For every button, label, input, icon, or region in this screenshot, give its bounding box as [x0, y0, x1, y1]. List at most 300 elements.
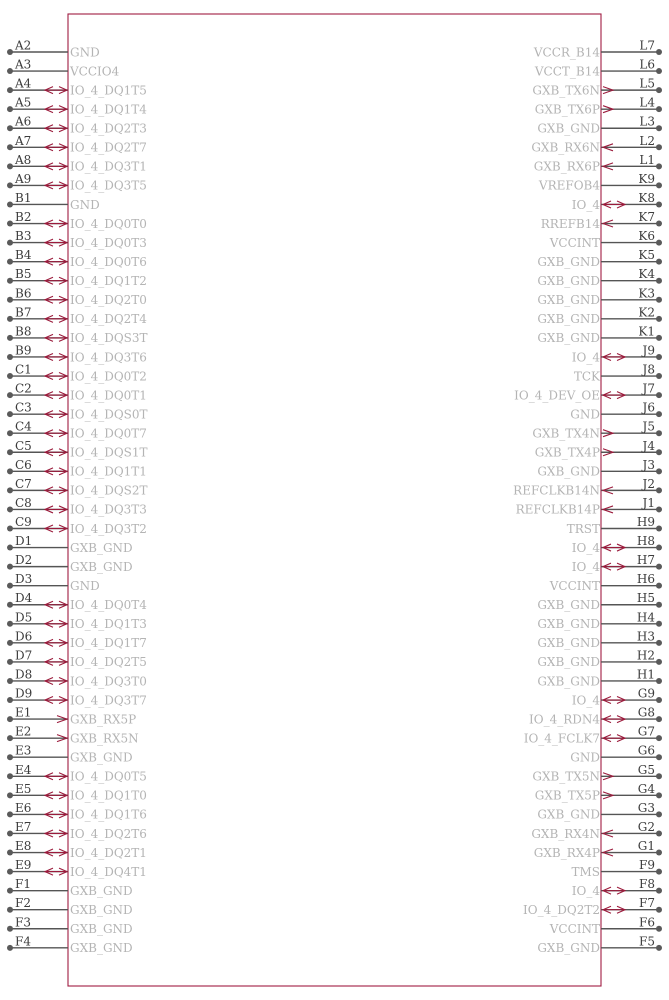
- pin-A6[interactable]: [7, 115, 147, 136]
- pin-C6[interactable]: [7, 458, 147, 479]
- pin-K5[interactable]: [537, 248, 662, 269]
- pin-label: GXB_RX6P: [533, 159, 600, 174]
- pin-label: GXB_GND: [537, 807, 600, 822]
- pin-endpoint-dot[interactable]: [7, 144, 13, 150]
- pin-B9[interactable]: [7, 343, 147, 364]
- pin-endpoint-dot[interactable]: [656, 697, 662, 703]
- pin-endpoint-dot[interactable]: [7, 354, 13, 360]
- pin-endpoint-dot[interactable]: [656, 888, 662, 894]
- pin-number: F6: [639, 915, 655, 930]
- pin-label: IO_4_RDN4: [528, 712, 600, 727]
- pin-label: REFCLKB14P: [515, 502, 600, 517]
- pin-label: TRST: [566, 521, 600, 536]
- pin-label: GXB_GND: [537, 674, 600, 689]
- pin-L5[interactable]: [532, 77, 662, 98]
- pin-J8[interactable]: [574, 363, 662, 384]
- pin-endpoint-dot[interactable]: [656, 792, 662, 798]
- pin-H8[interactable]: [572, 534, 662, 555]
- pin-endpoint-dot[interactable]: [656, 430, 662, 436]
- pin-number: D3: [15, 572, 33, 587]
- pin-endpoint-dot[interactable]: [7, 869, 13, 875]
- pin-E5[interactable]: [7, 782, 147, 803]
- pin-endpoint-dot[interactable]: [7, 297, 13, 303]
- pin-D5[interactable]: [7, 610, 147, 631]
- pin-G5[interactable]: [532, 763, 662, 784]
- pin-B5[interactable]: [7, 267, 147, 288]
- pin-label: GXB_GND: [537, 331, 600, 346]
- pin-F9[interactable]: [571, 858, 662, 879]
- pin-endpoint-dot[interactable]: [656, 621, 662, 627]
- pin-L2[interactable]: [531, 134, 662, 155]
- right-pin-group: [513, 39, 662, 956]
- pin-label: IO_4_DQ3T1: [70, 159, 147, 174]
- pin-label: REFCLKB14N: [513, 483, 600, 498]
- pin-label: IO_4_DQ2T7: [70, 140, 147, 155]
- pin-endpoint-dot[interactable]: [7, 49, 13, 55]
- pin-number: G3: [637, 800, 655, 815]
- pin-number: K5: [638, 248, 655, 263]
- pin-B2[interactable]: [7, 210, 147, 231]
- pin-number: E2: [15, 724, 32, 739]
- pin-number: D7: [15, 648, 33, 663]
- pin-F6[interactable]: [549, 915, 662, 936]
- pin-endpoint-dot[interactable]: [7, 182, 13, 188]
- pin-H2[interactable]: [537, 648, 662, 669]
- pin-endpoint-dot[interactable]: [7, 792, 13, 798]
- pin-J4[interactable]: [535, 439, 662, 460]
- pin-L3[interactable]: [537, 115, 662, 136]
- pin-endpoint-dot[interactable]: [7, 716, 13, 722]
- pin-endpoint-dot[interactable]: [7, 602, 13, 608]
- pin-number: J7: [642, 381, 655, 396]
- pin-number: D6: [15, 629, 33, 644]
- pin-J2[interactable]: [513, 477, 662, 498]
- pin-number: J4: [642, 438, 655, 453]
- pin-endpoint-dot[interactable]: [7, 697, 13, 703]
- pin-L6[interactable]: [534, 58, 662, 79]
- pin-number: B5: [15, 267, 32, 282]
- pin-F7[interactable]: [523, 896, 662, 917]
- pin-endpoint-dot[interactable]: [7, 316, 13, 322]
- pin-number: G7: [637, 724, 655, 739]
- pin-number: C4: [15, 419, 32, 434]
- pin-E9[interactable]: [7, 858, 147, 879]
- pin-endpoint-dot[interactable]: [656, 411, 662, 417]
- pin-label: VREFOB4: [538, 178, 600, 193]
- pin-endpoint-dot[interactable]: [7, 545, 13, 551]
- pin-label: GXB_RX5N: [70, 731, 139, 746]
- pin-label: GXB_RX6N: [531, 140, 600, 155]
- pin-G8[interactable]: [529, 706, 662, 727]
- pin-endpoint-dot[interactable]: [7, 773, 13, 779]
- pin-H9[interactable]: [567, 515, 662, 536]
- pin-D6[interactable]: [7, 629, 147, 650]
- pin-number: K1: [638, 324, 655, 339]
- pin-label: IO_4_DQ3T5: [70, 178, 147, 193]
- pin-number: D1: [15, 534, 33, 549]
- pin-C5[interactable]: [7, 439, 148, 460]
- pin-number: C8: [15, 495, 32, 510]
- pin-number: C9: [15, 515, 32, 529]
- pin-endpoint-dot[interactable]: [7, 430, 13, 436]
- pin-endpoint-dot[interactable]: [7, 583, 13, 589]
- pin-E2[interactable]: [7, 725, 139, 746]
- pin-B4[interactable]: [7, 248, 147, 269]
- pin-number: E9: [15, 858, 32, 873]
- pin-E7[interactable]: [7, 820, 147, 841]
- pin-endpoint-dot[interactable]: [656, 316, 662, 322]
- pin-A8[interactable]: [7, 153, 147, 174]
- pin-number: E4: [15, 762, 32, 777]
- pin-endpoint-dot[interactable]: [656, 945, 662, 951]
- pin-C9[interactable]: [7, 515, 147, 536]
- pin-endpoint-dot[interactable]: [656, 754, 662, 760]
- pin-label: IO_4_DQ2T1: [70, 845, 147, 860]
- pin-endpoint-dot[interactable]: [656, 678, 662, 684]
- pin-K6[interactable]: [549, 229, 662, 250]
- pin-endpoint-dot[interactable]: [656, 468, 662, 474]
- pin-endpoint-dot[interactable]: [656, 392, 662, 398]
- pin-K2[interactable]: [537, 305, 662, 326]
- pin-number: K8: [638, 190, 655, 205]
- pin-endpoint-dot[interactable]: [7, 106, 13, 112]
- pin-G1[interactable]: [534, 839, 662, 860]
- pin-endpoint-dot[interactable]: [656, 163, 662, 169]
- pin-label: GXB_RX4N: [531, 826, 600, 841]
- pin-K4[interactable]: [537, 267, 662, 288]
- pin-endpoint-dot[interactable]: [656, 830, 662, 836]
- pin-H7[interactable]: [572, 553, 662, 574]
- pin-endpoint-dot[interactable]: [7, 850, 13, 856]
- pin-E6[interactable]: [7, 801, 147, 822]
- pin-C1[interactable]: [7, 363, 147, 384]
- pin-number: F9: [639, 858, 655, 873]
- pin-D4[interactable]: [7, 591, 147, 612]
- pin-endpoint-dot[interactable]: [656, 716, 662, 722]
- pin-number: C6: [15, 457, 32, 472]
- pin-A3[interactable]: [7, 58, 120, 79]
- pin-endpoint-dot[interactable]: [7, 526, 13, 532]
- pin-endpoint-dot[interactable]: [7, 411, 13, 417]
- pin-C2[interactable]: [7, 382, 147, 403]
- pin-number: H2: [636, 648, 655, 663]
- pin-endpoint-dot[interactable]: [7, 221, 13, 227]
- pin-endpoint-dot[interactable]: [656, 278, 662, 284]
- pin-K1[interactable]: [537, 324, 662, 345]
- pin-A5[interactable]: [7, 96, 147, 117]
- pin-E4[interactable]: [7, 763, 147, 784]
- pin-endpoint-dot[interactable]: [7, 640, 13, 646]
- pin-endpoint-dot[interactable]: [7, 564, 13, 570]
- pin-number: C2: [15, 381, 32, 396]
- pin-number: A7: [15, 133, 32, 148]
- pin-label: RREFB14: [540, 216, 600, 231]
- pin-endpoint-dot[interactable]: [656, 735, 662, 741]
- pin-label: IO_4_DQ3T7: [70, 693, 147, 708]
- pin-B1[interactable]: [7, 191, 100, 212]
- pin-endpoint-dot[interactable]: [656, 926, 662, 932]
- pin-label: IO_4_DQ2T4: [70, 312, 147, 327]
- pin-number: C1: [15, 362, 32, 377]
- pin-number: E8: [15, 839, 32, 854]
- pin-number: L2: [639, 133, 655, 148]
- pin-endpoint-dot[interactable]: [656, 659, 662, 665]
- pin-B6[interactable]: [7, 286, 147, 307]
- pin-endpoint-dot[interactable]: [656, 526, 662, 532]
- pin-label: GXB_GND: [537, 274, 600, 289]
- pin-label: GXB_TX4N: [532, 426, 600, 441]
- pin-endpoint-dot[interactable]: [656, 564, 662, 570]
- pin-number: K2: [638, 305, 655, 320]
- pin-label: IO_4_DQ0T4: [70, 598, 147, 613]
- pin-label: GND: [70, 197, 100, 212]
- pin-endpoint-dot[interactable]: [656, 354, 662, 360]
- pin-B8[interactable]: [7, 324, 148, 345]
- pin-L4[interactable]: [535, 96, 662, 117]
- pin-label: GXB_GND: [537, 312, 600, 327]
- pin-F5[interactable]: [537, 934, 662, 955]
- pin-endpoint-dot[interactable]: [7, 754, 13, 760]
- pin-label: IO_4_DQ1T4: [70, 102, 147, 117]
- pin-endpoint-dot[interactable]: [656, 49, 662, 55]
- pin-endpoint-dot[interactable]: [7, 945, 13, 951]
- pin-label: IO_4: [571, 693, 600, 708]
- pin-endpoint-dot[interactable]: [7, 926, 13, 932]
- pin-G9[interactable]: [572, 687, 662, 708]
- pin-K9[interactable]: [538, 172, 662, 193]
- pin-label: VCCINT: [549, 922, 600, 937]
- pin-number: K9: [638, 171, 655, 186]
- pin-G3[interactable]: [537, 801, 662, 822]
- pin-label: IO_4_DQ0T7: [70, 426, 147, 441]
- pin-J7[interactable]: [514, 382, 662, 403]
- pin-K8[interactable]: [572, 191, 662, 212]
- pin-endpoint-dot[interactable]: [7, 87, 13, 93]
- pin-number: K4: [638, 267, 655, 282]
- pin-number: G9: [637, 686, 655, 701]
- pin-endpoint-dot[interactable]: [656, 907, 662, 913]
- pin-C3[interactable]: [7, 401, 148, 422]
- pin-endpoint-dot[interactable]: [7, 449, 13, 455]
- pin-D1[interactable]: [7, 534, 133, 555]
- pin-F4[interactable]: [7, 934, 133, 955]
- pin-label: GXB_GND: [70, 883, 133, 898]
- pin-endpoint-dot[interactable]: [7, 68, 13, 74]
- pin-D8[interactable]: [7, 667, 147, 688]
- left-pin-group: [7, 39, 148, 956]
- pin-endpoint-dot[interactable]: [656, 487, 662, 493]
- pin-endpoint-dot[interactable]: [656, 545, 662, 551]
- pin-number: J3: [642, 457, 655, 472]
- pin-K3[interactable]: [537, 286, 662, 307]
- pin-A2[interactable]: [7, 39, 100, 60]
- pin-endpoint-dot[interactable]: [7, 506, 13, 512]
- pin-J3[interactable]: [537, 458, 662, 479]
- pin-label: GXB_GND: [537, 655, 600, 670]
- pin-label: IO_4_FCLK7: [523, 731, 600, 746]
- pin-label: IO_4: [571, 883, 600, 898]
- pin-endpoint-dot[interactable]: [656, 259, 662, 265]
- pin-label: IO_4_DQ3T0: [70, 674, 147, 689]
- pin-endpoint-dot[interactable]: [7, 830, 13, 836]
- pin-endpoint-dot[interactable]: [656, 850, 662, 856]
- pin-J5[interactable]: [532, 420, 662, 441]
- pin-label: GXB_TX6N: [532, 83, 600, 98]
- pin-endpoint-dot[interactable]: [656, 106, 662, 112]
- pin-label: IO_4_DQ2T0: [70, 293, 147, 308]
- pin-G6[interactable]: [570, 744, 662, 765]
- pin-D2[interactable]: [7, 553, 133, 574]
- pin-J9[interactable]: [572, 343, 662, 364]
- pin-endpoint-dot[interactable]: [656, 640, 662, 646]
- pin-endpoint-dot[interactable]: [656, 773, 662, 779]
- pin-endpoint-dot[interactable]: [656, 182, 662, 188]
- pin-label: VCCT_B14: [534, 64, 600, 79]
- pin-D3[interactable]: [7, 572, 100, 593]
- pin-number: A5: [15, 95, 32, 110]
- pin-endpoint-dot[interactable]: [7, 678, 13, 684]
- pin-number: J1: [642, 495, 655, 510]
- pin-A9[interactable]: [7, 172, 147, 193]
- pin-number: B1: [15, 190, 32, 205]
- pin-endpoint-dot[interactable]: [656, 87, 662, 93]
- pin-endpoint-dot[interactable]: [7, 125, 13, 131]
- pin-H4[interactable]: [537, 610, 662, 631]
- pin-endpoint-dot[interactable]: [7, 659, 13, 665]
- pin-endpoint-dot[interactable]: [7, 907, 13, 913]
- pin-C4[interactable]: [7, 420, 147, 441]
- pin-A4[interactable]: [7, 77, 147, 98]
- pin-label: VCCIO4: [70, 64, 120, 79]
- pin-endpoint-dot[interactable]: [7, 487, 13, 493]
- pin-endpoint-dot[interactable]: [7, 335, 13, 341]
- pin-number: H4: [636, 610, 655, 625]
- pin-L1[interactable]: [534, 153, 662, 174]
- pin-A7[interactable]: [7, 134, 147, 155]
- pin-number: L6: [639, 57, 655, 72]
- pin-F1[interactable]: [7, 877, 133, 898]
- pin-number: D9: [15, 686, 33, 701]
- pin-H1[interactable]: [537, 667, 662, 688]
- pin-number: D5: [15, 610, 33, 625]
- pin-endpoint-dot[interactable]: [656, 221, 662, 227]
- pin-B7[interactable]: [7, 305, 147, 326]
- pin-number: A8: [15, 152, 32, 167]
- pin-G7[interactable]: [524, 725, 662, 746]
- pin-number: F5: [639, 934, 655, 949]
- pin-label: GXB_TX4P: [534, 445, 600, 460]
- pin-endpoint-dot[interactable]: [656, 125, 662, 131]
- pin-endpoint-dot[interactable]: [656, 602, 662, 608]
- pin-label: GXB_GND: [537, 464, 600, 479]
- pin-label: GXB_GND: [537, 254, 600, 269]
- pin-endpoint-dot[interactable]: [7, 278, 13, 284]
- pin-D7[interactable]: [7, 648, 147, 669]
- pin-label: GXB_GND: [70, 922, 133, 937]
- pin-label: IO_4: [571, 559, 600, 574]
- pin-endpoint-dot[interactable]: [656, 68, 662, 74]
- pin-C8[interactable]: [7, 496, 147, 517]
- pin-F2[interactable]: [7, 896, 133, 917]
- pin-label: GXB_TX5N: [532, 769, 600, 784]
- pin-J1[interactable]: [516, 496, 662, 517]
- pin-label: IO_4_DQ0T5: [70, 769, 147, 784]
- pin-endpoint-dot[interactable]: [656, 811, 662, 817]
- pin-number: B2: [15, 210, 32, 225]
- pin-number: H1: [636, 667, 655, 682]
- pin-number: C3: [15, 400, 32, 415]
- pin-E8[interactable]: [7, 839, 147, 860]
- pin-G2[interactable]: [531, 820, 662, 841]
- pin-label: GXB_RX5P: [70, 712, 137, 727]
- pin-E1[interactable]: [7, 706, 136, 727]
- pin-J6[interactable]: [570, 401, 662, 422]
- pin-endpoint-dot[interactable]: [656, 335, 662, 341]
- pin-endpoint-dot[interactable]: [656, 144, 662, 150]
- pin-label: TMS: [571, 864, 600, 879]
- pin-endpoint-dot[interactable]: [656, 240, 662, 246]
- pin-H5[interactable]: [537, 591, 662, 612]
- pin-label: IO_4_DQS2T: [70, 483, 148, 498]
- pin-number: C5: [15, 438, 32, 453]
- pin-H3[interactable]: [537, 629, 662, 650]
- pin-endpoint-dot[interactable]: [7, 468, 13, 474]
- pin-number: A9: [15, 171, 32, 186]
- pin-endpoint-dot[interactable]: [7, 163, 13, 169]
- pin-F8[interactable]: [572, 877, 662, 898]
- pin-number: D4: [15, 591, 33, 606]
- pin-endpoint-dot[interactable]: [656, 297, 662, 303]
- pin-label: IO_4_DQ3T3: [70, 502, 147, 517]
- pin-number: G1: [637, 839, 655, 854]
- pin-endpoint-dot[interactable]: [656, 869, 662, 875]
- pin-endpoint-dot[interactable]: [7, 240, 13, 246]
- pin-endpoint-dot[interactable]: [656, 373, 662, 379]
- pin-number: B6: [15, 286, 32, 301]
- pin-label: GXB_TX5P: [534, 788, 600, 803]
- pin-number: F7: [639, 896, 655, 911]
- pin-number: J2: [642, 476, 655, 491]
- pin-F3[interactable]: [7, 915, 133, 936]
- pin-L7[interactable]: [533, 39, 662, 60]
- pin-E3[interactable]: [7, 744, 133, 765]
- pin-endpoint-dot[interactable]: [656, 201, 662, 207]
- pin-number: H3: [636, 629, 655, 644]
- pin-C7[interactable]: [7, 477, 148, 498]
- pin-number: H8: [636, 534, 655, 549]
- pin-number: F4: [15, 934, 31, 949]
- pin-H6[interactable]: [549, 572, 662, 593]
- pin-number: E3: [15, 743, 32, 758]
- pin-endpoint-dot[interactable]: [7, 735, 13, 741]
- pin-number: L5: [639, 76, 655, 91]
- pin-endpoint-dot[interactable]: [656, 583, 662, 589]
- pin-endpoint-dot[interactable]: [656, 449, 662, 455]
- pin-endpoint-dot[interactable]: [7, 201, 13, 207]
- pin-endpoint-dot[interactable]: [7, 621, 13, 627]
- pin-endpoint-dot[interactable]: [7, 259, 13, 265]
- pin-B3[interactable]: [7, 229, 147, 250]
- pin-endpoint-dot[interactable]: [7, 811, 13, 817]
- pin-number: G6: [637, 743, 655, 758]
- pin-endpoint-dot[interactable]: [7, 373, 13, 379]
- pin-endpoint-dot[interactable]: [7, 392, 13, 398]
- pin-G4[interactable]: [535, 782, 662, 803]
- pin-D9[interactable]: [7, 687, 147, 708]
- pin-endpoint-dot[interactable]: [7, 888, 13, 894]
- pin-number: K6: [638, 229, 655, 244]
- pin-endpoint-dot[interactable]: [656, 506, 662, 512]
